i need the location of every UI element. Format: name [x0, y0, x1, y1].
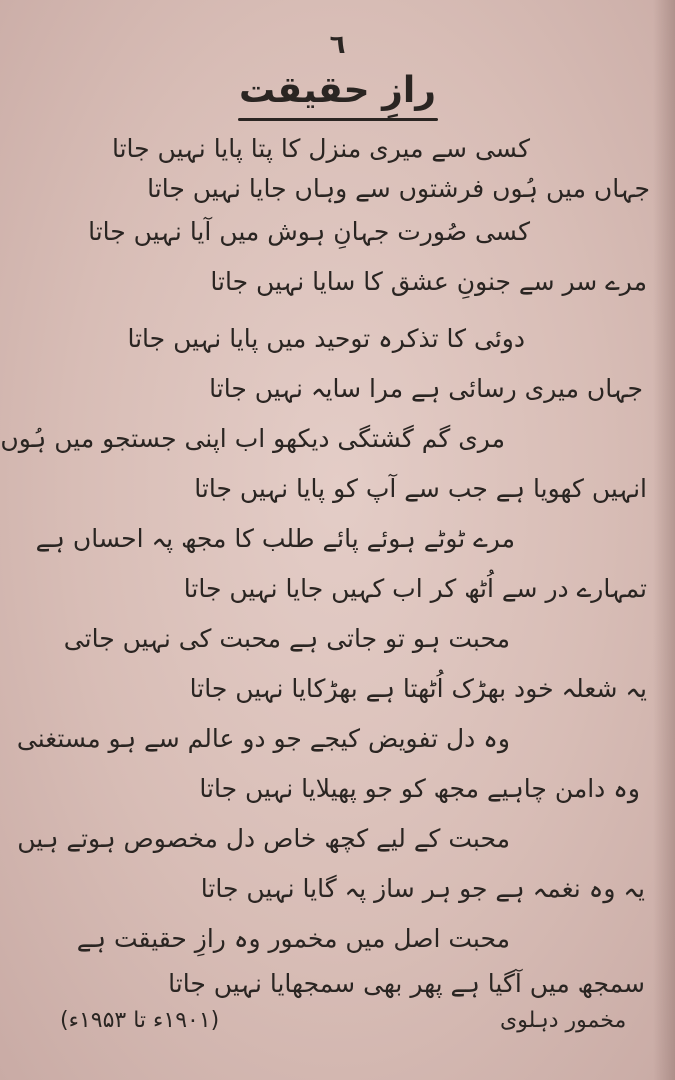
page-number: ٦	[329, 30, 346, 60]
poem-line: تمہارے در سے اُٹھ کر اب کہیں جایا نہیں جاتا	[183, 574, 647, 603]
poem-line: مری گم گشتگی دیکھو اب اپنی جستجو میں ہُوں	[0, 424, 505, 453]
poem-line: وہ دامن چاہیے مجھ کو جو پھیلایا نہیں جاتا	[199, 774, 640, 803]
poem-line: جہاں میں ہُوں فرشتوں سے وہاں جایا نہیں جاتا	[147, 174, 650, 203]
poem-line: محبت ہو تو جاتی ہے محبت کی نہیں جاتی	[63, 624, 510, 653]
poem-line: محبت اصل میں مخمور وہ رازِ حقیقت ہے	[76, 924, 510, 953]
author-name: مخمور دہلوی	[500, 1008, 627, 1033]
poem-line: سمجھ میں آگیا ہے پھر بھی سمجھایا نہیں جاتا	[168, 969, 645, 998]
poem-title: رازِ حقیقت	[239, 70, 436, 111]
poem-line: مرے سر سے جنونِ عشق کا سایا نہیں جاتا	[210, 267, 647, 296]
author-dates: (۱۹۰۱ء تا ۱۹۵۳ء)	[60, 1008, 220, 1033]
poem-line: محبت کے لیے کچھ خاص دل مخصوص ہوتے ہیں	[17, 824, 510, 853]
poem-line: کسی صُورت جہانِ ہوش میں آیا نہیں جاتا	[88, 217, 530, 246]
poem-line: دوئی کا تذکرہ توحید میں پایا نہیں جاتا	[127, 324, 525, 353]
poem-line: یہ وہ نغمہ ہے جو ہر ساز پہ گایا نہیں جاتا	[200, 874, 645, 903]
poem-line: یہ شعلہ خود بھڑک اُٹھتا ہے بھڑکایا نہیں جاتا	[189, 674, 647, 703]
poem-line: انہیں کھویا ہے جب سے آپ کو پایا نہیں جاتا	[194, 474, 647, 503]
poem-line: کسی سے میری منزل کا پتا پایا نہیں جاتا	[111, 134, 530, 163]
poem-line: وہ دل تفویض کیجے جو دو عالم سے ہو مستغنی	[16, 724, 510, 753]
title-underline	[238, 118, 438, 121]
poem-line: جہاں میری رسائی ہے مرا سایہ نہیں جاتا	[209, 374, 643, 403]
poem-line: مرے ٹوٹے ہوئے پائے طلب کا مجھ پہ احساں ہے	[35, 524, 515, 553]
